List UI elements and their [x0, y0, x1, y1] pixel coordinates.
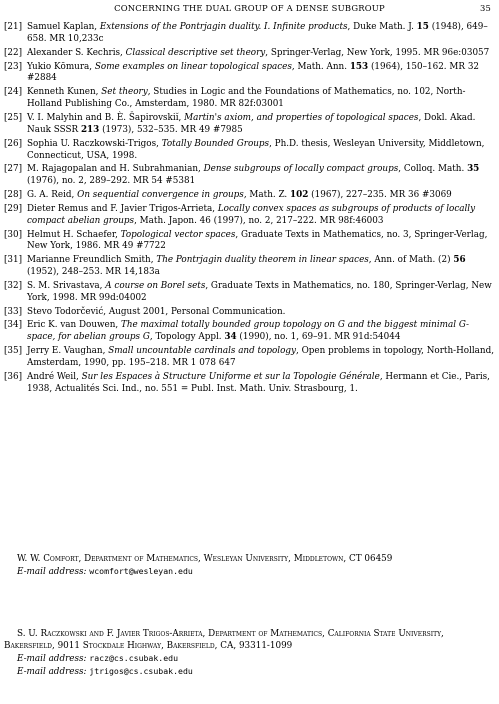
- reference-title: Martin's axiom, and properties of topological spaces: [184, 112, 419, 123]
- reference-authors: André Weil,: [27, 371, 82, 382]
- reference-title: Small uncountable cardinals and topology: [108, 346, 296, 357]
- reference-details: , Duke Math. J.: [347, 22, 417, 32]
- reference-authors: Dieter Remus and F. Javier Trigos-Arrieta,: [27, 203, 218, 214]
- reference-volume: 153: [349, 61, 369, 72]
- reference-entry: [4, 62, 495, 86]
- reference-title: Totally Bounded Groups: [161, 138, 270, 149]
- reference-entry: [4, 230, 495, 254]
- reference-details: , Math. Z.: [243, 190, 291, 201]
- reference-title: The Pontrjagin duality theorem in linear spaces: [156, 255, 369, 266]
- reference-entry: [4, 281, 495, 305]
- reference-title: Some examples on linear topological spaces: [94, 61, 292, 72]
- reference-title: Classical descriptive set theory: [125, 47, 266, 58]
- author-address-2: [4, 629, 493, 679]
- reference-authors: Yukio Kōmura,: [27, 61, 95, 72]
- reference-pages: (1948), 649–658. MR 10,233c: [27, 22, 488, 44]
- reference-details: , Studies in Logic and the Foundations of Mathematics, no. 102, North-Holland Publishing Co., Amsterdam, 1980. MR 82f:03001: [27, 87, 466, 110]
- reference-entry: [4, 48, 495, 60]
- reference-pages: (1976), no. 2, 289–292. MR 54 #5381: [27, 176, 196, 187]
- reference-number: [34]: [4, 320, 23, 331]
- reference-volume: 213: [80, 124, 100, 135]
- reference-volume: 102: [290, 190, 309, 201]
- reference-entry: [4, 346, 495, 370]
- reference-number: [30]: [4, 229, 23, 240]
- reference-details: , Ann. of Math. (2): [368, 255, 454, 266]
- reference-title: Extensions of the Pontrjagin duality. I. Infinite products: [99, 22, 348, 32]
- email-label: E-mail address:: [17, 653, 87, 664]
- reference-title: Locally convex spaces as subgroups of products of locally compact abelian groups: [27, 203, 476, 226]
- reference-number: [33]: [4, 306, 23, 317]
- reference-list: [4, 22, 495, 398]
- reference-entry: [4, 320, 495, 344]
- email-label: E-mail address:: [17, 566, 87, 577]
- email-address[interactable]: racz@cs.csubak.edu: [89, 652, 179, 663]
- reference-title: Set theory: [101, 87, 148, 98]
- reference-entry: [4, 164, 495, 188]
- reference-volume: 34: [224, 332, 237, 343]
- reference-title: Dense subgroups of locally compact groups: [203, 164, 399, 175]
- reference-authors: Helmut H. Schaefer,: [27, 229, 121, 240]
- reference-authors: G. A. Reid,: [27, 190, 78, 201]
- affiliation-text: W. W. Comfort, Department of Mathematics, Wesleyan University, Middletown, CT 06459: [17, 554, 393, 564]
- reference-pages: (1990), no. 1, 69–91. MR 91d:54044: [236, 332, 401, 343]
- reference-number: [29]: [4, 203, 23, 214]
- reference-entry: [4, 87, 495, 111]
- reference-pages: (1964), 150–162. MR 32 #2884: [27, 61, 480, 84]
- reference-authors: V. I. Malyhin and B. È. Šapirovskiĭ,: [27, 112, 185, 123]
- reference-authors: Marianne Freundlich Smith,: [27, 255, 157, 266]
- reference-volume: 15: [416, 22, 429, 32]
- reference-authors: Jerry E. Vaughan,: [27, 346, 109, 357]
- reference-number: [28]: [4, 190, 23, 201]
- reference-title: The maximal totally bounded group topology on G and the biggest minimal G-space, for abelian groups G: [27, 320, 469, 343]
- reference-title: On sequential convergence in groups: [77, 190, 244, 201]
- reference-details: , Dokl. Akad. Nauk SSSR: [27, 112, 476, 135]
- email-line: [4, 653, 493, 666]
- reference-volume: 35: [467, 164, 480, 175]
- reference-entry: [4, 22, 495, 46]
- running-title: CONCERNING THE DUAL GROUP OF A DENSE SUBGROUP: [114, 3, 385, 13]
- reference-number: [36]: [4, 371, 23, 382]
- reference-number: [35]: [4, 346, 23, 357]
- reference-authors: S. M. Srivastava,: [27, 280, 106, 291]
- reference-entry: [4, 307, 495, 319]
- reference-entry: [4, 204, 495, 228]
- affiliation-text: S. U. Raczkowski and F. Javier Trigos-Arrieta, Department of Mathematics, California State University, Bakersfield, 9011 Stockdale Highway, Bakersfield, CA, 93311-1099: [4, 629, 444, 651]
- reference-volume: 56: [453, 255, 466, 266]
- reference-details: , Graduate Texts in Mathematics, no. 3, Springer-Verlag, New York, 1986. MR 49 #7722: [27, 229, 488, 252]
- reference-pages: (1967), 227–235. MR 36 #3069: [308, 190, 452, 201]
- reference-details: , Springer-Verlag, New York, 1995. MR 96e:03057: [265, 47, 490, 58]
- reference-authors: Sophia U. Raczkowski-Trigos,: [27, 138, 162, 149]
- reference-details: , Hermann et Cie., Paris, 1938, Actualités Sci. Ind., no. 551 = Publ. Inst. Math. Univ. Strasbourg, 1.: [27, 371, 490, 394]
- reference-number: [21]: [4, 22, 23, 32]
- reference-number: [24]: [4, 87, 23, 98]
- email-line: [4, 566, 493, 579]
- reference-entry: [4, 139, 495, 163]
- reference-details: , Open problems in topology, North-Holland, Amsterdam, 1990, pp. 195–218. MR 1 078 647: [27, 346, 495, 369]
- reference-details: , Math. Ann.: [291, 61, 350, 72]
- reference-authors: Eric K. van Douwen,: [27, 320, 122, 331]
- reference-authors: Kenneth Kunen,: [27, 87, 102, 98]
- running-header: [0, 3, 499, 15]
- reference-title: Sur les Espaces à Structure Uniforme et sur la Topologie Générale: [81, 371, 380, 382]
- reference-entry: [4, 190, 495, 202]
- reference-entry: [4, 255, 495, 279]
- reference-title: Topological vector spaces: [120, 229, 236, 240]
- reference-title: A course on Borel sets: [105, 280, 206, 291]
- reference-authors: Alexander S. Kechris,: [27, 47, 126, 58]
- reference-number: [27]: [4, 164, 23, 175]
- author-address-1: [4, 554, 493, 579]
- reference-number: [26]: [4, 138, 23, 149]
- email-line: [4, 666, 493, 679]
- reference-authors: Samuel Kaplan,: [27, 22, 100, 32]
- reference-authors: Stevo Todorčević, August 2001, Personal Communication.: [27, 306, 286, 317]
- reference-pages: (1952), 248–253. MR 14,183a: [27, 267, 160, 278]
- reference-entry: [4, 372, 495, 396]
- reference-number: [22]: [4, 47, 23, 58]
- email-address[interactable]: wcomfort@wesleyan.edu: [89, 565, 193, 576]
- reference-number: [32]: [4, 280, 23, 291]
- email-label: E-mail address:: [17, 666, 87, 677]
- reference-number: [25]: [4, 112, 23, 123]
- reference-entry: [4, 113, 495, 137]
- reference-pages: (1973), 532–535. MR 49 #7985: [99, 124, 243, 135]
- reference-details: , Topology Appl.: [149, 332, 225, 343]
- reference-number: [31]: [4, 255, 23, 266]
- reference-details: , Graduate Texts in Mathematics, no. 180, Springer-Verlag, New York, 1998. MR 99d:04002: [27, 280, 492, 303]
- page-number: 35: [479, 3, 491, 13]
- reference-details: , Math. Japon. 46 (1997), no. 2, 217–222. MR 98f:46003: [134, 215, 384, 226]
- reference-details: , Ph.D. thesis, Wesleyan University, Middletown, Connecticut, USA, 1998.: [27, 138, 485, 161]
- reference-details: , Colloq. Math.: [398, 164, 468, 175]
- reference-authors: M. Rajagopalan and H. Subrahmanian,: [27, 164, 204, 175]
- email-address[interactable]: jtrigos@cs.csubak.edu: [89, 665, 193, 676]
- reference-number: [23]: [4, 61, 23, 72]
